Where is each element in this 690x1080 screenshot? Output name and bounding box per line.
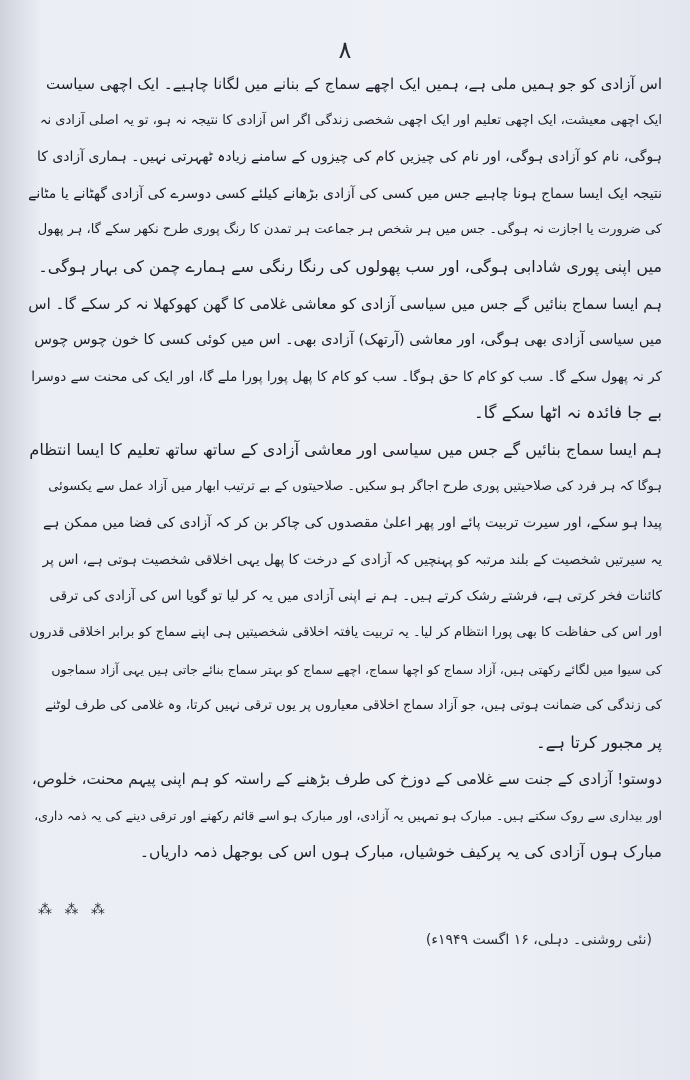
text-line: کر نہ پھول سکے گا۔ سب کو کام کا حق ہوگا۔ سب کو کام کا پھل پورا پورا ملے گا، اور ایک کی محنت سے دوسرا	[31, 368, 662, 385]
text-line: میں اپنی پوری شادابی ہوگی، اور سب پھولوں کی رنگا رنگی سے ہمارے چمن کی بہار ہوگی۔	[38, 256, 662, 276]
text-line: پر مجبور کرتا ہے۔	[536, 732, 662, 752]
text-line: کی زندگی کی ضمانت ہوتی ہیں، جو آزاد سماج اخلاقی معیاروں پر یوں ترقی نہیں کرتا، وہ غلامی کی طرف لوٹنے	[44, 698, 662, 714]
text-line: کی سیوا میں لگائے رکھتی ہیں، آزاد سماج کو اچھا سماج، اچھے سماج کو بہتر سماج بنائے جاتی ہیں یہی آزاد سماجوں	[51, 661, 662, 677]
paragraph	[28, 432, 662, 761]
text-line: کائنات فخر کرتی ہے، فرشتے رشک کرتے ہیں۔ ہم نے اپنی آزادی میں یہ کر لیا تو گویا اس کی آزادی کی ترقی	[49, 588, 662, 605]
text-line: پیدا ہو سکے، اور سیرت تربیت پائے اور پھر اعلیٰ مقصدوں کی چاکر بن کر کہ آزادی کی فضا میں ممکن ہے	[43, 515, 662, 532]
text-line: بے جا فائدہ نہ اٹھا سکے گا۔	[473, 403, 662, 423]
text-line: یہ سیرتیں شخصیت کے بلند مرتبہ کو پہنچیں کہ آزادی کے درخت کا پھل یہی اخلاقی شخصیت ہوتی ہے، اس پر	[42, 551, 662, 568]
text-line: ہم ایسا سماج بنائیں گے جس میں سیاسی آزادی کو معاشی غلامی کا گھن کھوکھلا نہ کر سکے گا۔ اس	[28, 294, 662, 313]
text-line: نتیجہ ایک ایسا سماج ہونا چاہیے جس میں کسی کی آزادی بڑھانے کیلئے کسی دوسرے کی آزادی گھٹانے یا مٹانے	[28, 185, 662, 202]
text-line: کی ضرورت یا اجازت نہ ہوگی۔ جس میں ہر شخص ہر جماعت ہر تمدن کا رنگ پوری طرح نکھر سکے گا، ہر پھول	[37, 222, 662, 238]
source-citation: (نئی روشنی۔ دہلی، ۱۶ اگست ۱۹۴۹ء)	[425, 932, 652, 948]
paragraph	[28, 761, 662, 871]
text-line: دوستو! آزادی کے جنت سے غلامی کے دوزخ کی طرف بڑھنے کے راستہ کو ہم اپنی پیہم محنت، خلوص،	[31, 770, 662, 789]
document-body	[28, 66, 662, 871]
text-line: مبارک ہوں آزادی کی یہ پرکیف خوشیاں، مبارک ہوں اس کی بوجھل ذمہ داریاں۔	[139, 843, 662, 862]
text-line: اور بیداری سے روک سکتے ہیں۔ مبارک ہو تمہیں یہ آزادی، اور مبارک ہو اسے قائم رکھنے اور ترقی دینے کی یہ ذمہ داری،	[34, 807, 662, 823]
paragraph	[28, 66, 662, 286]
text-line: اس آزادی کو جو ہمیں ملی ہے، ہمیں ایک اچھے سماج کے بنانے میں لگانا چاہیے۔ ایک اچھی سیاست	[46, 75, 662, 93]
paragraph	[28, 286, 662, 432]
text-line: ایک اچھی معیشت، ایک اچھی تعلیم اور ایک اچھی شخصی زندگی اگر اس آزادی کا نتیجہ نہ ہو، تو یہ اصلی آزادی نہ	[39, 112, 662, 128]
text-line: ہم ایسا سماج بنائیں گے جس میں سیاسی اور معاشی آزادی کے ساتھ ساتھ تعلیم کا ایسا انتظام	[29, 439, 662, 459]
ornament-stars: ⁂ ⁂ ⁂	[38, 902, 109, 918]
text-line: میں سیاسی آزادی بھی ہوگی، اور معاشی (آرتھک) آزادی بھی۔ اس میں کوئی کسی کا خون چوس چوس	[34, 332, 662, 349]
text-line: ہوگا کہ ہر فرد کی صلاحیتیں پوری طرح اجاگر ہو سکیں۔ صلاحیتوں کے بے ترتیب ابھار میں آزاد عمل سے یکسوئی	[48, 478, 662, 494]
page-number: ۸	[338, 36, 352, 64]
text-line: اور اس کی حفاظت کا بھی پورا انتظام کر لیا۔ یہ تربیت یافتہ اخلاقی شخصیتیں ہی اپنے سماج کو برابر اخلاقی قدروں	[29, 624, 662, 640]
text-line: ہوگی، نام کو آزادی ہوگی، اور نام کی چیزیں کام کی چیزوں کے سامنے زیادہ ٹھہرتی نہیں۔ ہماری آزادی کا	[36, 149, 662, 166]
